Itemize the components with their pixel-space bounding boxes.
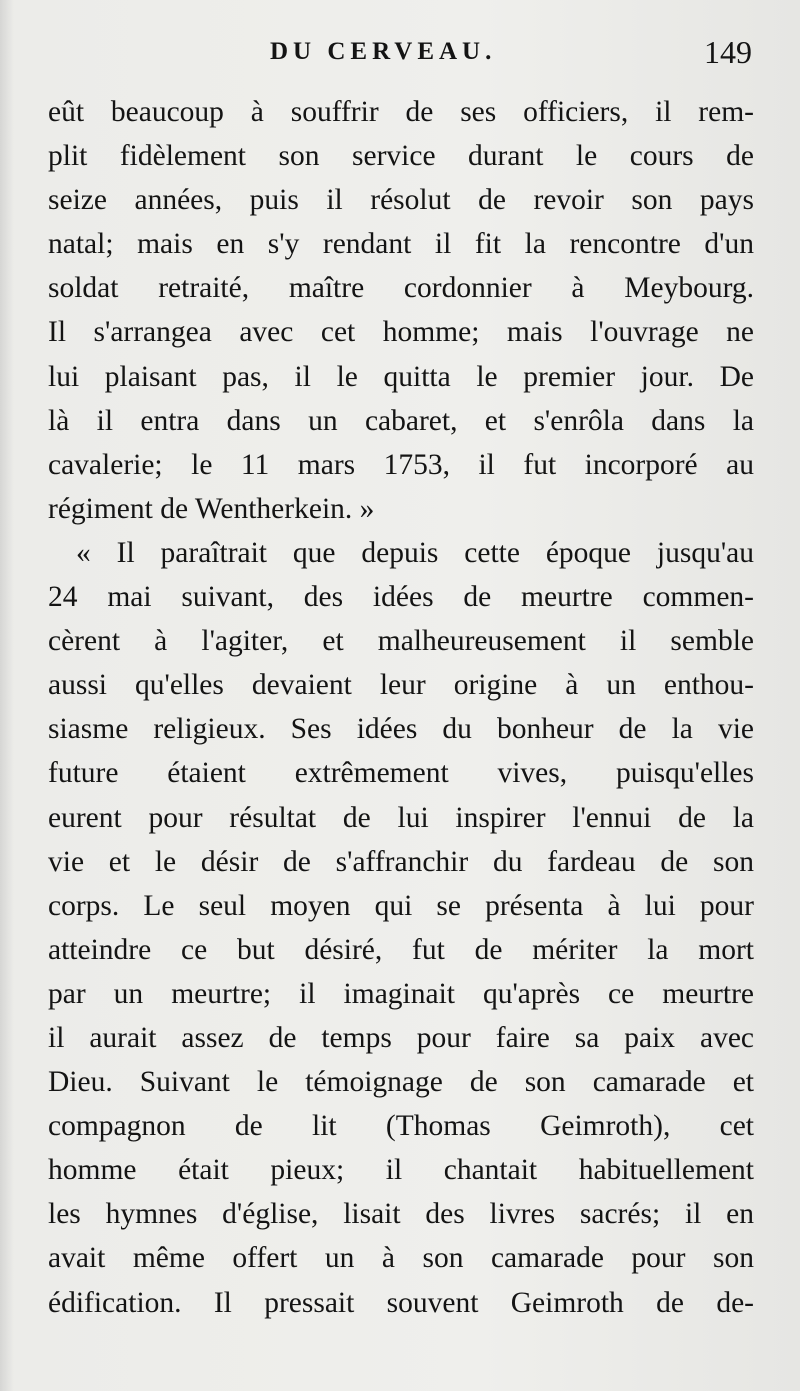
- text-line: compagnon de lit (Thomas Geimroth), cet: [48, 1110, 754, 1143]
- text-line: eurent pour résultat de lui inspirer l'ennui de la: [48, 801, 754, 834]
- text-line: vie et le désir de s'affranchir du fardeau de son: [48, 845, 754, 878]
- body-text: [48, 90, 754, 1325]
- text-line: lui plaisant pas, il le quitta le premier jour. De: [48, 360, 754, 393]
- text-line: avait même offert un à son camarade pour son: [48, 1242, 754, 1275]
- text-line: Dieu. Suivant le témoignage de son camarade et: [48, 1066, 754, 1099]
- text-line: cèrent à l'agiter, et malheureusement il semble: [48, 625, 754, 658]
- text-line: siasme religieux. Ses idées du bonheur de la vie: [48, 713, 754, 746]
- text-line: eût beaucoup à souffrir de ses officiers, il rem-: [48, 96, 754, 128]
- text-line: atteindre ce but désiré, fut de mériter la mort: [48, 933, 754, 966]
- text-line: seize années, puis il résolut de revoir son pays: [48, 184, 754, 217]
- text-line: les hymnes d'église, lisait des livres sacrés; il en: [48, 1198, 754, 1231]
- text-line: cavalerie; le 11 mars 1753, il fut incorporé au: [48, 448, 754, 481]
- running-head: [48, 34, 752, 78]
- text-line: édification. Il pressait souvent Geimroth de de-: [48, 1286, 754, 1319]
- text-line: corps. Le seul moyen qui se présenta à lui pour: [48, 889, 754, 922]
- text-line: natal; mais en s'y rendant il fit la rencontre d'un: [48, 228, 754, 261]
- text-line: future étaient extrêmement vives, puisqu'elles: [48, 757, 754, 790]
- text-line: homme était pieux; il chantait habituellement: [48, 1154, 754, 1187]
- text-line: par un meurtre; il imaginait qu'après ce meurtre: [48, 977, 754, 1010]
- text-line: « Il paraîtrait que depuis cette époque jusqu'au: [76, 536, 754, 569]
- text-line: régiment de Wentherkein. »: [48, 492, 375, 525]
- text-line: 24 mai suivant, des idées de meurtre commen-: [48, 581, 754, 614]
- running-title: DU CERVEAU.: [270, 38, 497, 65]
- text-line: plit fidèlement son service durant le cours de: [48, 140, 754, 173]
- text-line: il aurait assez de temps pour faire sa paix avec: [48, 1021, 754, 1054]
- text-line: là il entra dans un cabaret, et s'enrôla dans la: [48, 404, 754, 437]
- text-line: soldat retraité, maître cordonnier à Meybourg.: [48, 272, 754, 305]
- page-number: 149: [704, 34, 752, 70]
- text-line: aussi qu'elles devaient leur origine à un enthou-: [48, 669, 754, 702]
- text-line: Il s'arrangea avec cet homme; mais l'ouvrage ne: [48, 316, 754, 349]
